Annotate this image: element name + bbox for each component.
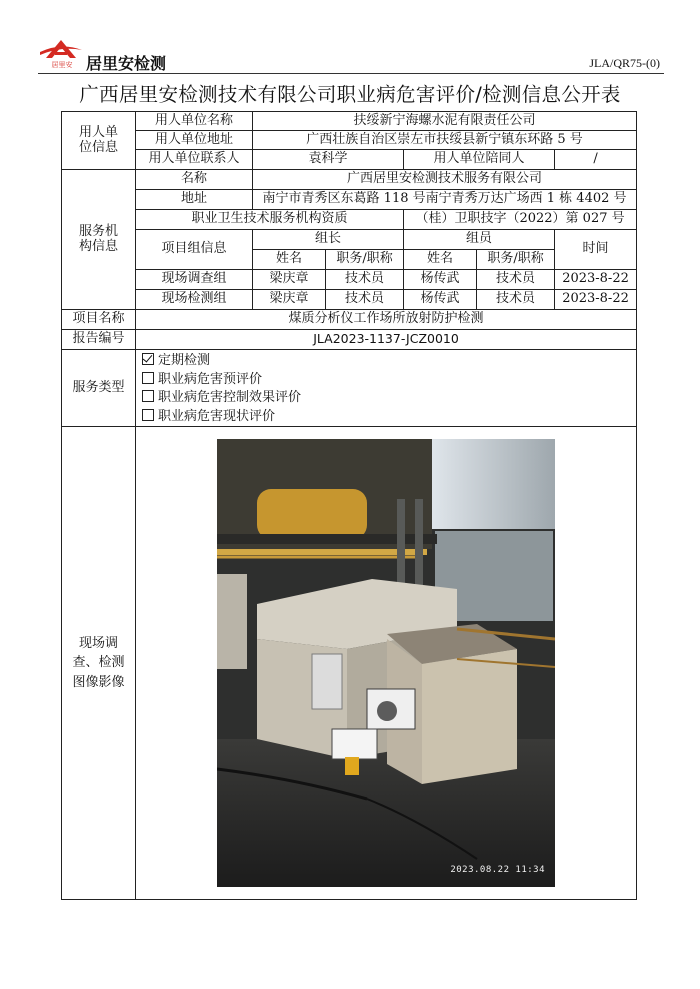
org-address: 南宁市青秀区东葛路 118 号南宁青秀万达广场西 1 栋 4402 号 [253, 190, 637, 210]
service-option [142, 352, 636, 371]
photo-label: 现场调查、检测图像影像 [62, 427, 136, 900]
team-member-title: 技术员 [477, 270, 555, 290]
org-qual-label: 职业卫生技术服务机构资质 [136, 210, 404, 230]
company-logo [38, 38, 84, 72]
site-photo [217, 439, 555, 887]
service-type-label: 服务类型 [62, 350, 136, 427]
team-member-title: 技术员 [477, 290, 555, 310]
employer-row-name [62, 112, 637, 131]
service-option-label: 定期检测 [158, 353, 211, 368]
header-divider [38, 73, 664, 74]
team-member: 杨传武 [404, 290, 477, 310]
employer-address-label: 用人单位地址 [136, 131, 253, 150]
employer-section-label: 用人单位信息 [62, 112, 136, 170]
service-option-label: 职业病危害现状评价 [158, 408, 276, 424]
team-date: 2023-8-22 [555, 270, 637, 290]
checkbox-checked-icon [142, 353, 154, 365]
employer-contact-label: 用人单位联系人 [136, 150, 253, 170]
team-leader: 梁庆章 [253, 290, 326, 310]
service-type-options [136, 350, 637, 427]
photo-timestamp: 2023.08.22 11:34 [450, 864, 546, 875]
org-name: 广西居里安检测技术服务有限公司 [253, 170, 637, 190]
page-header [38, 38, 664, 74]
org-name-label: 名称 [136, 170, 253, 190]
employer-address: 广西壮族自治区崇左市扶绥县新宁镇东环路 5 号 [253, 131, 637, 150]
employer-name-label: 用人单位名称 [136, 112, 253, 131]
member-name-header: 姓名 [404, 250, 477, 270]
checkbox-icon [142, 390, 154, 402]
member-label: 组员 [404, 230, 555, 250]
team-date: 2023-8-22 [555, 290, 637, 310]
leader-title-header: 职务/职称 [326, 250, 404, 270]
team-label: 项目组信息 [136, 230, 253, 270]
checkbox-icon [142, 372, 154, 384]
time-label: 时间 [555, 230, 637, 270]
leader-name-header: 姓名 [253, 250, 326, 270]
service-option [142, 389, 636, 408]
logo-text: 居里安 [51, 61, 73, 69]
service-option-label: 职业病危害控制效果评价 [158, 390, 302, 405]
report-number-row [62, 330, 637, 350]
service-option [142, 371, 636, 390]
employer-contact: 袁科学 [253, 150, 404, 170]
project-name: 煤质分析仪工作场所放射防护检测 [136, 310, 637, 330]
employer-row-contact [62, 150, 637, 170]
project-name-row [62, 310, 637, 330]
document-number: JLA/QR75-(0) [589, 56, 660, 70]
brand-name: 居里安检测 [86, 54, 167, 73]
info-table [61, 111, 637, 900]
team-group: 现场调查组 [136, 270, 253, 290]
service-option [142, 408, 636, 427]
org-row-name [62, 170, 637, 190]
employer-escort: / [555, 150, 637, 170]
employer-name: 扶绥新宁海螺水泥有限责任公司 [253, 112, 637, 131]
team-leader-title: 技术员 [326, 270, 404, 290]
employer-escort-label: 用人单位陪同人 [404, 150, 555, 170]
team-group: 现场检测组 [136, 290, 253, 310]
team-row [62, 290, 637, 310]
service-type-row [62, 350, 637, 427]
team-row [62, 270, 637, 290]
employer-row-address [62, 131, 637, 150]
team-header-row-1 [62, 230, 637, 250]
org-address-label: 地址 [136, 190, 253, 210]
service-option-label: 职业病危害预评价 [158, 371, 263, 387]
org-section-label: 服务机构信息 [62, 170, 136, 310]
project-name-label: 项目名称 [62, 310, 136, 330]
org-row-address [62, 190, 637, 210]
member-title-header: 职务/职称 [477, 250, 555, 270]
report-number-label: 报告编号 [62, 330, 136, 350]
page-title: 广西居里安检测技术有限公司职业病危害评价/检测信息公开表 [79, 83, 621, 106]
org-qual: （桂）卫职技字（2022）第 027 号 [404, 210, 637, 230]
team-leader-title: 技术员 [326, 290, 404, 310]
team-member: 杨传武 [404, 270, 477, 290]
checkbox-icon [142, 409, 154, 421]
leader-label: 组长 [253, 230, 404, 250]
photo-cell [136, 427, 637, 900]
report-number: JLA2023-1137-JCZ0010 [136, 330, 637, 350]
photo-row [62, 427, 637, 900]
team-leader: 梁庆章 [253, 270, 326, 290]
org-row-qualification [62, 210, 637, 230]
